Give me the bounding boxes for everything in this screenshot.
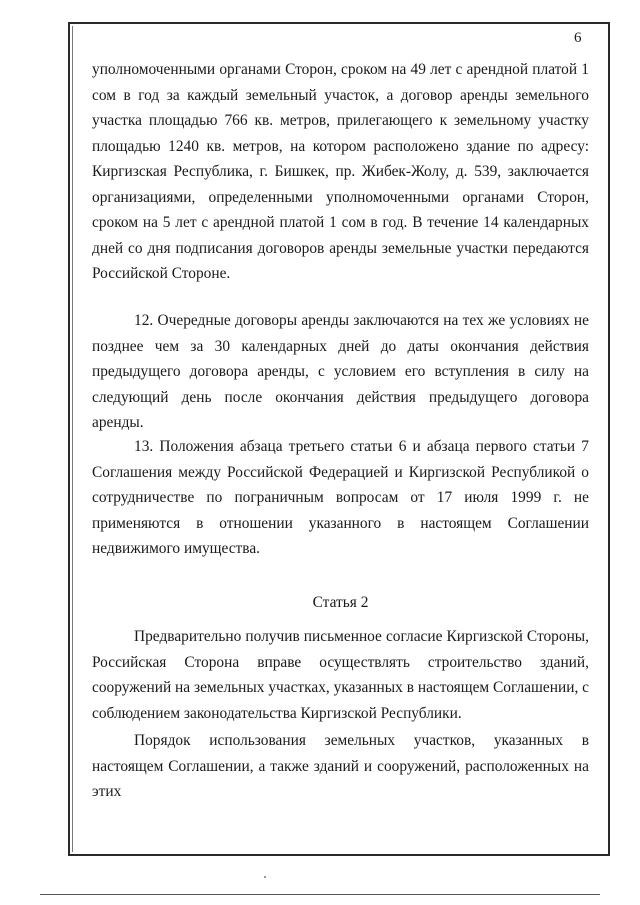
scan-edge-line <box>40 894 600 895</box>
paragraph-12 <box>92 308 589 436</box>
paragraph-text: Предварительно получив письменное согласие Киргизской Стороны, Российская Сторона вправе осуществлять строительство зданий, сооружений на земельных участках, указанных в настоящем Соглашении, с соблюдением законодательства Киргизской Республики. <box>92 628 589 722</box>
paragraph-text: Порядок использования земельных участков, указанных в настоящем Соглашении, а также зданий и сооружений, расположенных на этих <box>92 732 589 800</box>
paragraph-continued <box>92 57 589 287</box>
scan-artifact <box>264 876 266 878</box>
article-2-paragraph-2 <box>92 728 589 805</box>
paragraph-text: уполномоченными органами Сторон, сроком на 49 лет с арендной платой 1 сом в год за каждый земельный участок, а договор аренды земельного участка площадью 766 кв. метров, прилегающего к земельному участку площадью 1240 кв. метров, на котором расположено здание по адресу: Киргизская Республика, г. Бишкек, пр. Жибек-Жолу, д. 539, заключается организациями, определенными уполномоченными органами Сторон, сроком на 5 лет с арендной платой 1 сом в год. В течение 14 календарных дней со дня подписания договоров аренды земельные участки передаются Российской Стороне. <box>92 61 589 282</box>
article-heading: Статья 2 <box>312 594 369 611</box>
paragraph-text: 13. Положения абзаца третьего статьи 6 и абзаца первого статьи 7 Соглашения между Российской Федерацией и Киргизской Республикой о сотрудничестве по пограничным вопросам от 17 июля 1999 г. не применяются в отношении указанного в настоящем Соглашении недвижимого имущества. <box>92 438 589 557</box>
paragraph-13 <box>92 434 589 562</box>
paragraph-text: 12. Очередные договоры аренды заключаются на тех же условиях не позднее чем за 30 календарных дней до даты окончания действия предыдущего договора аренды, с условием его вступления в силу на следующий день после окончания действия предыдущего договора аренды. <box>92 312 589 431</box>
page-number: 6 <box>574 30 582 46</box>
article-2-paragraph-1 <box>92 624 589 726</box>
